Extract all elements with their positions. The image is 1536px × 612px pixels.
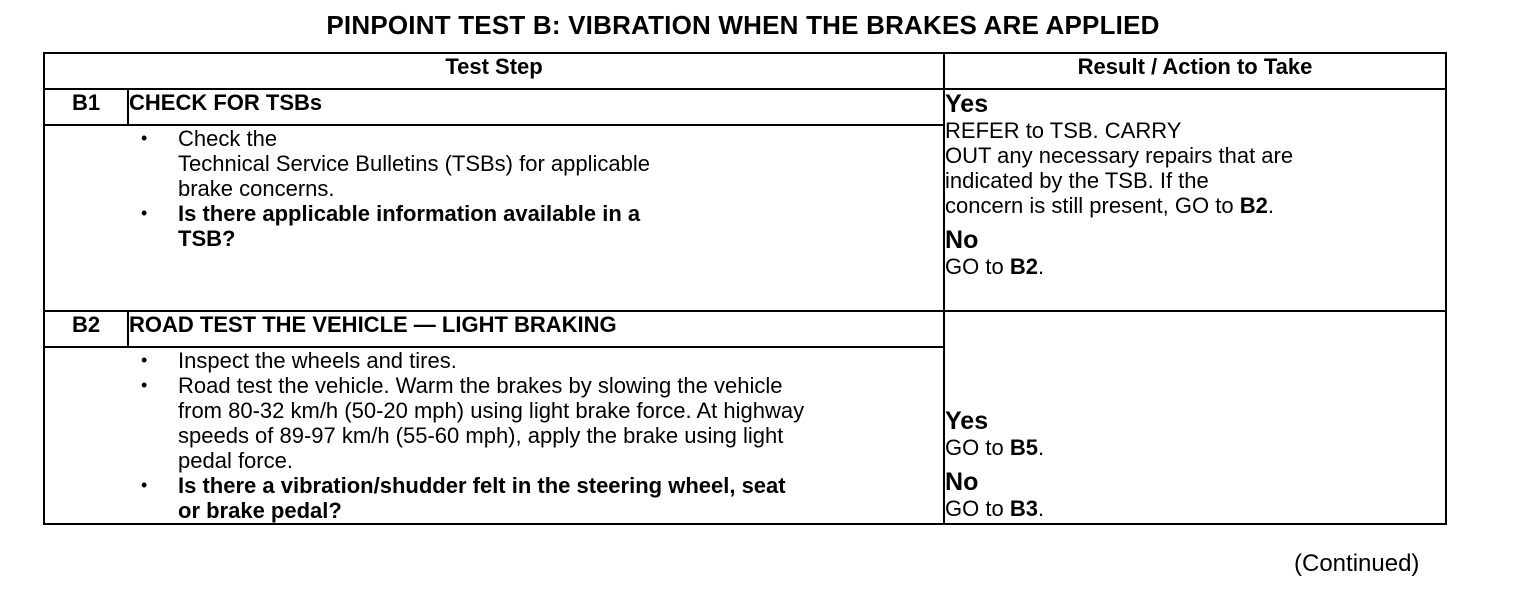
step-b2-title-row (44, 311, 1446, 347)
page-title: PINPOINT TEST B: VIBRATION WHEN THE BRAKES ARE APPLIED (326, 10, 1160, 40)
no-label: No (945, 468, 979, 496)
step-b1-body (44, 125, 944, 311)
step-b2-result-cell (944, 311, 1446, 524)
no-target-link: B2 (1009, 254, 1038, 279)
action-item: • Check the Technical Service Bulletins (TSBs) for applicable brake concerns. (141, 126, 650, 201)
bullet-icon: • (141, 475, 148, 495)
question-item: • Is there a vibration/shudder felt in the steering wheel, seat or brake pedal? (141, 473, 786, 523)
step-b2-body (44, 347, 944, 524)
pinpoint-test-table (43, 52, 1447, 525)
bullet-icon: • (141, 375, 148, 395)
bullet-icon: • (141, 350, 148, 370)
continued-note: (Continued) (1294, 550, 1420, 577)
header-test-step: Test Step (44, 53, 944, 89)
header-row (44, 53, 1446, 89)
step-title: CHECK FOR TSBs (128, 89, 944, 125)
bullet-icon: • (141, 203, 148, 223)
result-yes (945, 407, 1445, 460)
question-item: • Is there applicable information available in a TSB? (141, 201, 641, 251)
step-number: B1 (44, 89, 128, 125)
yes-label: Yes (945, 90, 989, 118)
yes-line: indicated by the TSB. If the (945, 168, 1209, 193)
yes-line: concern is still present, GO to B2. (945, 193, 1274, 218)
yes-line: REFER to TSB. CARRY (945, 118, 1182, 143)
yes-label: Yes (945, 407, 989, 435)
no-line: GO to B3. (945, 496, 1045, 521)
result-yes (945, 90, 1445, 218)
action-item: • Inspect the wheels and tires. (141, 348, 457, 373)
header-result-action: Result / Action to Take (944, 53, 1446, 89)
yes-target-link: B2 (1239, 193, 1268, 218)
result-no (945, 226, 1445, 279)
no-label: No (945, 226, 979, 254)
no-line: GO to B2. (945, 254, 1045, 279)
no-target-link: B3 (1009, 496, 1038, 521)
yes-line: OUT any necessary repairs that are (945, 143, 1294, 168)
step-b1-title-row (44, 89, 1446, 125)
action-item: • Road test the vehicle. Warm the brakes by slowing the vehicle from 80-32 km/h (50-20 mph) using light brake force. At highway speeds of 89-97 km/h (55-60 mph), apply the brake using light pedal force. (141, 373, 805, 473)
result-no (945, 468, 1445, 521)
bullet-icon: • (141, 128, 148, 148)
step-b1-result-cell (944, 89, 1446, 311)
yes-line: GO to B5. (945, 435, 1045, 460)
step-number: B2 (44, 311, 128, 347)
step-title: ROAD TEST THE VEHICLE — LIGHT BRAKING (128, 311, 944, 347)
yes-target-link: B5 (1009, 435, 1038, 460)
